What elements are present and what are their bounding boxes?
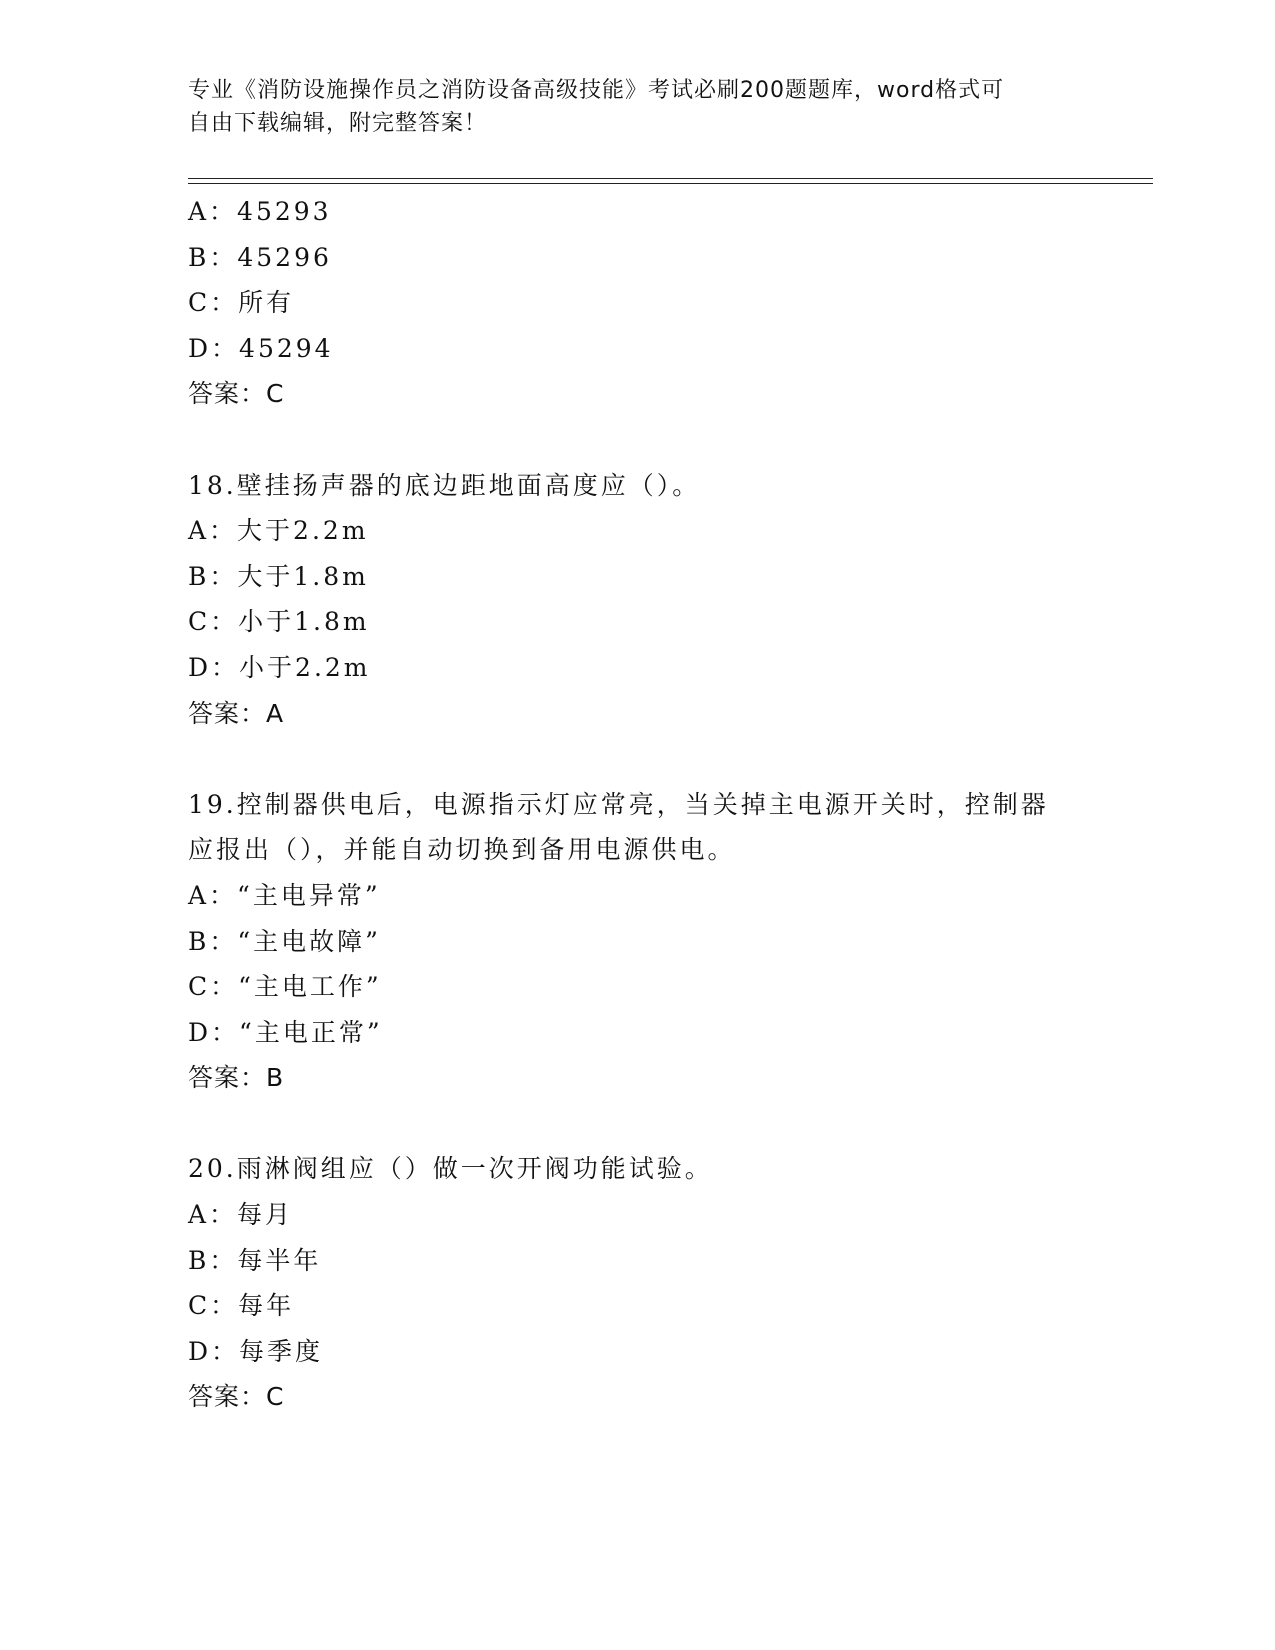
option-a: A：大于2.2m	[188, 516, 369, 546]
question-block-17	[188, 189, 1088, 417]
option-d: D：每季度	[188, 1336, 324, 1366]
question-stem: 19.控制器供电后，电源指示灯应常亮，当关掉主电源开关时，控制器	[188, 789, 1049, 819]
spacer	[188, 1101, 1088, 1147]
header-divider-bottom	[188, 183, 1153, 184]
option-b: B：“主电故障”	[188, 926, 381, 956]
option-d: D：小于2.2m	[188, 652, 371, 682]
option-c: C：“主电工作”	[188, 972, 382, 1002]
option-c: C：每年	[188, 1291, 295, 1321]
question-block-20	[188, 1146, 1088, 1420]
header-line-1: 专业《消防设施操作员之消防设备高级技能》考试必刷200题题库，word格式可	[188, 78, 1005, 103]
spacer	[188, 736, 1088, 782]
header-divider-top	[188, 178, 1153, 179]
question-stem: 18.壁挂扬声器的底边距地面高度应（）。	[188, 470, 701, 500]
document-header	[188, 74, 1068, 140]
question-list	[188, 189, 1088, 1420]
option-a: A：“主电异常”	[188, 880, 381, 910]
answer-line: 答案：A	[188, 698, 285, 728]
option-c: C：所有	[188, 288, 295, 318]
option-b: B：每半年	[188, 1245, 322, 1275]
answer-line: 答案：C	[188, 379, 285, 409]
header-line-2: 自由下载编辑，附完整答案！	[188, 111, 488, 136]
option-b: B：45296	[188, 242, 332, 272]
answer-line: 答案：C	[188, 1382, 285, 1412]
answer-line: 答案：B	[188, 1063, 285, 1093]
option-d: D：“主电正常”	[188, 1017, 383, 1047]
question-block-18	[188, 463, 1088, 737]
question-stem-continued: 应报出（），并能自动切换到备用电源供电。	[188, 835, 736, 865]
option-d: D：45294	[188, 333, 334, 363]
option-c: C：小于1.8m	[188, 607, 370, 637]
spacer	[188, 417, 1088, 463]
option-a: A：每月	[188, 1200, 294, 1230]
option-b: B：大于1.8m	[188, 561, 369, 591]
question-block-19	[188, 782, 1088, 1101]
question-stem: 20.雨淋阀组应（）做一次开阀功能试验。	[188, 1154, 713, 1184]
option-a: A：45293	[188, 197, 332, 226]
